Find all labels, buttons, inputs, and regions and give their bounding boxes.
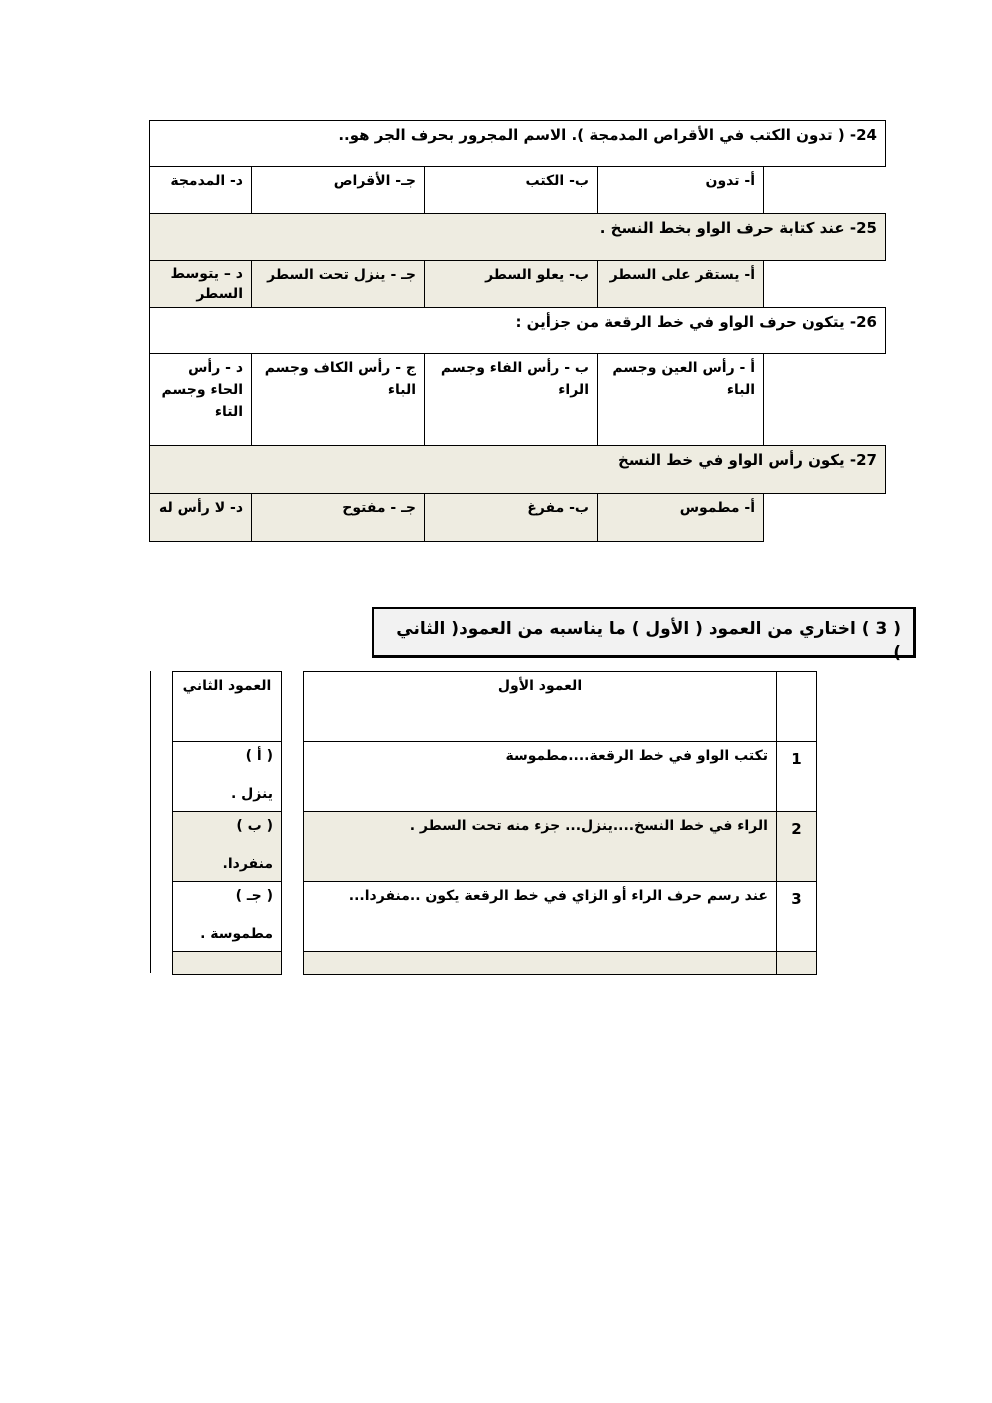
question-27-option-a[interactable]: أ- مطموس <box>597 493 764 542</box>
question-25-option-d[interactable]: د – يتوسط السطر <box>149 260 252 308</box>
question-24-option-a[interactable]: أ- تدون <box>597 166 764 214</box>
answer-text: ينزل . <box>230 786 273 802</box>
matching-answer-c[interactable] <box>172 881 282 952</box>
question-24-option-c[interactable]: جـ- الأقراص <box>251 166 425 214</box>
question-25-option-b[interactable]: ب- يعلو السطر <box>424 260 598 308</box>
question-24-option-b[interactable]: ب- الكتب <box>424 166 598 214</box>
matching-statement-3: عند رسم حرف الراء أو الزاي في خط الرقعة يكون ..منفردا... <box>303 881 777 952</box>
question-26-option-b[interactable]: ب - رأس الفاء وجسم الراء <box>424 353 598 446</box>
question-25-option-c[interactable]: جـ - ينزل تحت السطر <box>251 260 425 308</box>
row-number-3: 3 <box>776 881 817 952</box>
row-number-1: 1 <box>776 741 817 812</box>
matching-statement-2: الراء في خط النسخ....ينزل... جزء منه تحت السطر . <box>303 811 777 882</box>
row-number-empty <box>776 951 817 975</box>
answer-letter: ( أ ) <box>245 748 273 764</box>
matching-statement-1: تكتب الواو في خط الرقعة....مطموسة <box>303 741 777 812</box>
column-1-header: العمود الأول <box>303 671 777 742</box>
question-26-option-a[interactable]: أ - رأس العين وجسم الباء <box>597 353 764 446</box>
matching-answer-a[interactable] <box>172 741 282 812</box>
answer-text: منفردا. <box>222 856 273 872</box>
question-24-option-d[interactable]: د- المدمجة <box>149 166 252 214</box>
column-2-header: العمود الثاني <box>172 671 282 742</box>
question-27-option-c[interactable]: جـ - مفتوح <box>251 493 425 542</box>
matching-answer-b[interactable] <box>172 811 282 882</box>
question-26-option-d[interactable]: د - رأس الحاء وجسم التاء <box>149 353 252 446</box>
question-26-option-c[interactable]: ج - رأس الكاف وجسم الباء <box>251 353 425 446</box>
question-24-text: 24- ( تدون الكتب في الأقراص المدمجة ). الاسم المجرور بحرف الجر هو.. <box>149 120 886 167</box>
question-27-option-d[interactable]: د- لا رأس له <box>149 493 252 542</box>
matching-statement-empty <box>303 951 777 975</box>
row-number-2: 2 <box>776 811 817 882</box>
question-27-text: 27- يكون رأس الواو في خط النسخ <box>149 445 886 494</box>
matching-answer-empty <box>172 951 282 975</box>
question-25-text: 25- عند كتابة حرف الواو بخط النسخ . <box>149 213 886 261</box>
answer-text: مطموسة . <box>200 926 273 942</box>
question-25-option-a[interactable]: أ- يستقر على السطر <box>597 260 764 308</box>
question-27-option-b[interactable]: ب- مفرغ <box>424 493 598 542</box>
row-number-header <box>776 671 817 742</box>
answer-letter: ( جـ ) <box>235 888 273 904</box>
question-26-text: 26- يتكون حرف الواو في خط الرقعة من جزأين : <box>149 307 886 354</box>
answer-letter: ( ب ) <box>236 818 273 834</box>
section-3-title: ( 3 ) اختاري من العمود ( الأول ) ما يناسبه من العمود( الثاني ) <box>372 607 916 658</box>
left-margin-line <box>150 671 151 973</box>
